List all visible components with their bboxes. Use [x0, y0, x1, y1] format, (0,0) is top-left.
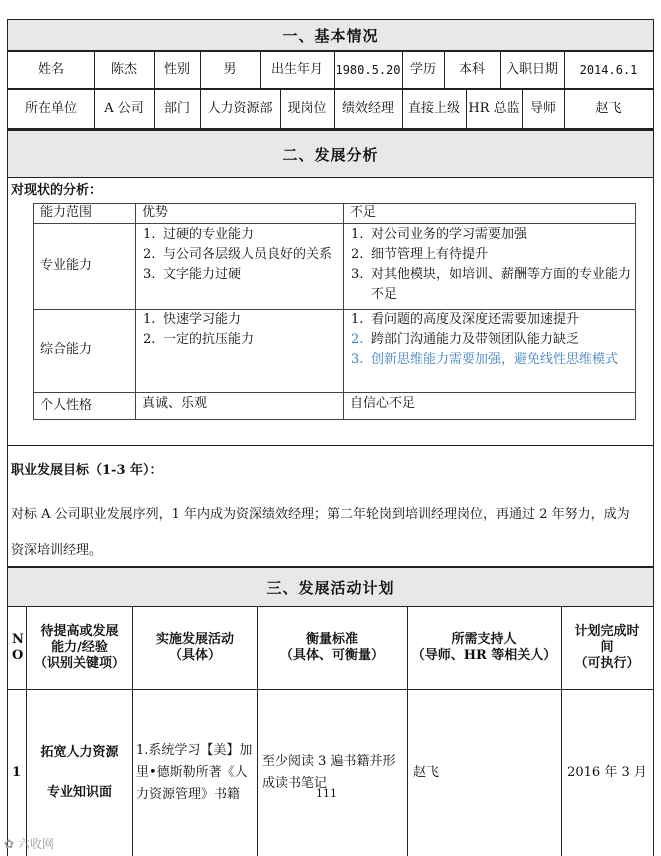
analysis-row-personality-weaknesses: 自信心不足: [350, 396, 416, 411]
label-gender: 性别: [163, 61, 190, 77]
vline-r1: [334, 52, 335, 88]
watermark-icon: ✿: [4, 837, 18, 851]
hline-s2-title: [7, 177, 654, 178]
vline-r2: [466, 90, 467, 128]
analysis-row-professional-strengths: [137, 225, 341, 285]
vline-r2: [200, 90, 201, 128]
page-number: 111: [316, 787, 337, 800]
analysis-row-general-strengths: [137, 310, 341, 350]
label-mentor: 导师: [529, 100, 556, 116]
value-birth: 1980.5.20: [335, 62, 401, 77]
hline-s3-title: [7, 606, 654, 607]
vline-r1: [154, 52, 155, 88]
value-entry-date: 2014.6.1: [579, 62, 638, 77]
list-item: 3. 文字能力过硬: [143, 267, 242, 282]
analysis-hline-1: [33, 223, 636, 224]
section2-title: 二、发展分析: [282, 145, 379, 164]
vline-r2: [402, 90, 403, 128]
career-goal-title: 职业发展目标（1-3 年）：: [11, 463, 163, 478]
plan-header-measure: 衡量标准 （具体、可衡量）: [279, 631, 384, 663]
list-item: 3. 创新思维能力需要加强，避免线性思维模式: [351, 352, 619, 367]
list-item: 2. 跨部门沟通能力及带领团队能力缺乏: [351, 332, 580, 347]
value-supervisor: HR 总监: [468, 100, 520, 116]
plan-header-no: N O: [12, 631, 24, 663]
plan-header-support: 所需支持人 （导师、HR 等相关人）: [411, 631, 557, 663]
vline-r1: [500, 52, 501, 88]
list-item: 1. 快速学习能力: [143, 312, 242, 327]
vline-r1: [260, 52, 261, 88]
section3-title: 三、发展活动计划: [266, 578, 395, 597]
analysis-hline-3: [33, 392, 636, 393]
vline-r2: [94, 90, 95, 128]
hline-s1-title: [7, 50, 654, 52]
vline-r1: [200, 52, 201, 88]
list-item: 1. 对公司业务的学习需要加强: [351, 227, 528, 242]
career-goal-text: 对标 A 公司职业发展序列，1 年内成为资深绩效经理；第二年轮岗到培训经理岗位，再通过 2 年努力，成为资深培训经理。: [11, 507, 630, 558]
vline-r1: [402, 52, 403, 88]
vline-plan: [26, 607, 27, 856]
vline-r2: [280, 90, 281, 128]
plan-header-key: 待提高或发展 能力/经验 （识别关键项）: [33, 623, 125, 672]
analysis-row-professional-weaknesses: [345, 225, 633, 305]
analysis-header-weaknesses: 不足: [350, 205, 377, 220]
vline-plan: [407, 607, 408, 856]
list-item: 2. 一定的抗压能力: [143, 332, 255, 347]
analysis-header-scope: 能力范围: [40, 205, 93, 220]
analysis-row-personality-label: 个人性格: [40, 398, 93, 413]
watermark: ✿ 六收网: [4, 837, 54, 851]
value-mentor: 赵飞: [595, 100, 622, 116]
label-department: 部门: [163, 100, 190, 116]
value-gender: 男: [223, 61, 237, 77]
analysis-row-personality-strengths: 真诚、乐观: [142, 396, 208, 411]
section1-title: 一、基本情况: [282, 26, 379, 45]
plan-row-support: 赵飞: [413, 764, 440, 780]
frame-left: [7, 19, 8, 856]
hline-plan-header: [7, 689, 654, 690]
label-entry-date: 入职日期: [505, 61, 558, 77]
vline-r2: [522, 90, 523, 128]
list-item: 2. 细节管理上有待提升: [351, 247, 489, 262]
label-birth: 出生年月: [270, 61, 323, 77]
plan-row-deadline: 2016 年 3 月: [567, 764, 647, 780]
vline-r2: [334, 90, 335, 128]
analysis-header-strengths: 优势: [142, 205, 169, 220]
value-company: A 公司: [104, 100, 144, 116]
plan-row-key: 拓宽人力资源 专业知识面: [40, 745, 119, 800]
vline-plan: [257, 607, 258, 856]
plan-header-activity: 实施发展活动 （具体）: [155, 631, 234, 663]
frame-top: [7, 19, 654, 20]
label-position: 现岗位: [287, 100, 327, 116]
plan-header-deadline: 计划完成时 间 （可执行）: [574, 623, 640, 672]
plan-row-measure: 至少阅读 3 遍书籍并形成读书笔记: [262, 754, 396, 791]
analysis-row-professional-label: 专业能力: [40, 258, 93, 273]
vline-r1: [94, 52, 95, 88]
vline-plan: [561, 607, 562, 856]
list-item: 3. 对其他模块，如培训、薪酬等方面的专业能力不足: [351, 267, 632, 302]
plan-row-no: 1: [12, 764, 22, 780]
list-item: 2. 与公司各层级人员良好的关系: [143, 247, 333, 262]
analysis-intro: 对现状的分析：: [11, 183, 103, 198]
label-company: 所在单位: [24, 100, 77, 116]
analysis-vline-2: [343, 203, 344, 420]
plan-row-activity: 1.系统学习【美】加里•德斯勒所著《人力资源管理》书籍: [136, 743, 253, 802]
analysis-row-general-label: 综合能力: [40, 342, 93, 357]
list-item: 1. 看问题的高度及深度还需要加速提升: [351, 312, 580, 327]
frame-right: [653, 19, 654, 856]
label-supervisor: 直接上级: [407, 100, 460, 116]
value-name: 陈杰: [110, 61, 137, 77]
vline-r2: [154, 90, 155, 128]
vline-plan: [132, 607, 133, 856]
label-education: 学历: [409, 61, 436, 77]
hline-s2-goal: [7, 445, 654, 446]
vline-r1: [444, 52, 445, 88]
hline-s3-top: [7, 566, 654, 568]
hline-basic-mid: [7, 88, 654, 90]
vline-r1: [564, 52, 565, 88]
value-position: 绩效经理: [341, 100, 394, 116]
value-department: 人力资源部: [207, 100, 273, 116]
label-name: 姓名: [37, 61, 64, 77]
list-item: 1. 过硬的专业能力: [143, 227, 255, 242]
value-education: 本科: [458, 61, 485, 77]
vline-r2: [564, 90, 565, 128]
hline-basic-bottom: [7, 128, 654, 131]
analysis-vline-1: [135, 203, 136, 420]
analysis-row-general-weaknesses: [345, 310, 633, 370]
